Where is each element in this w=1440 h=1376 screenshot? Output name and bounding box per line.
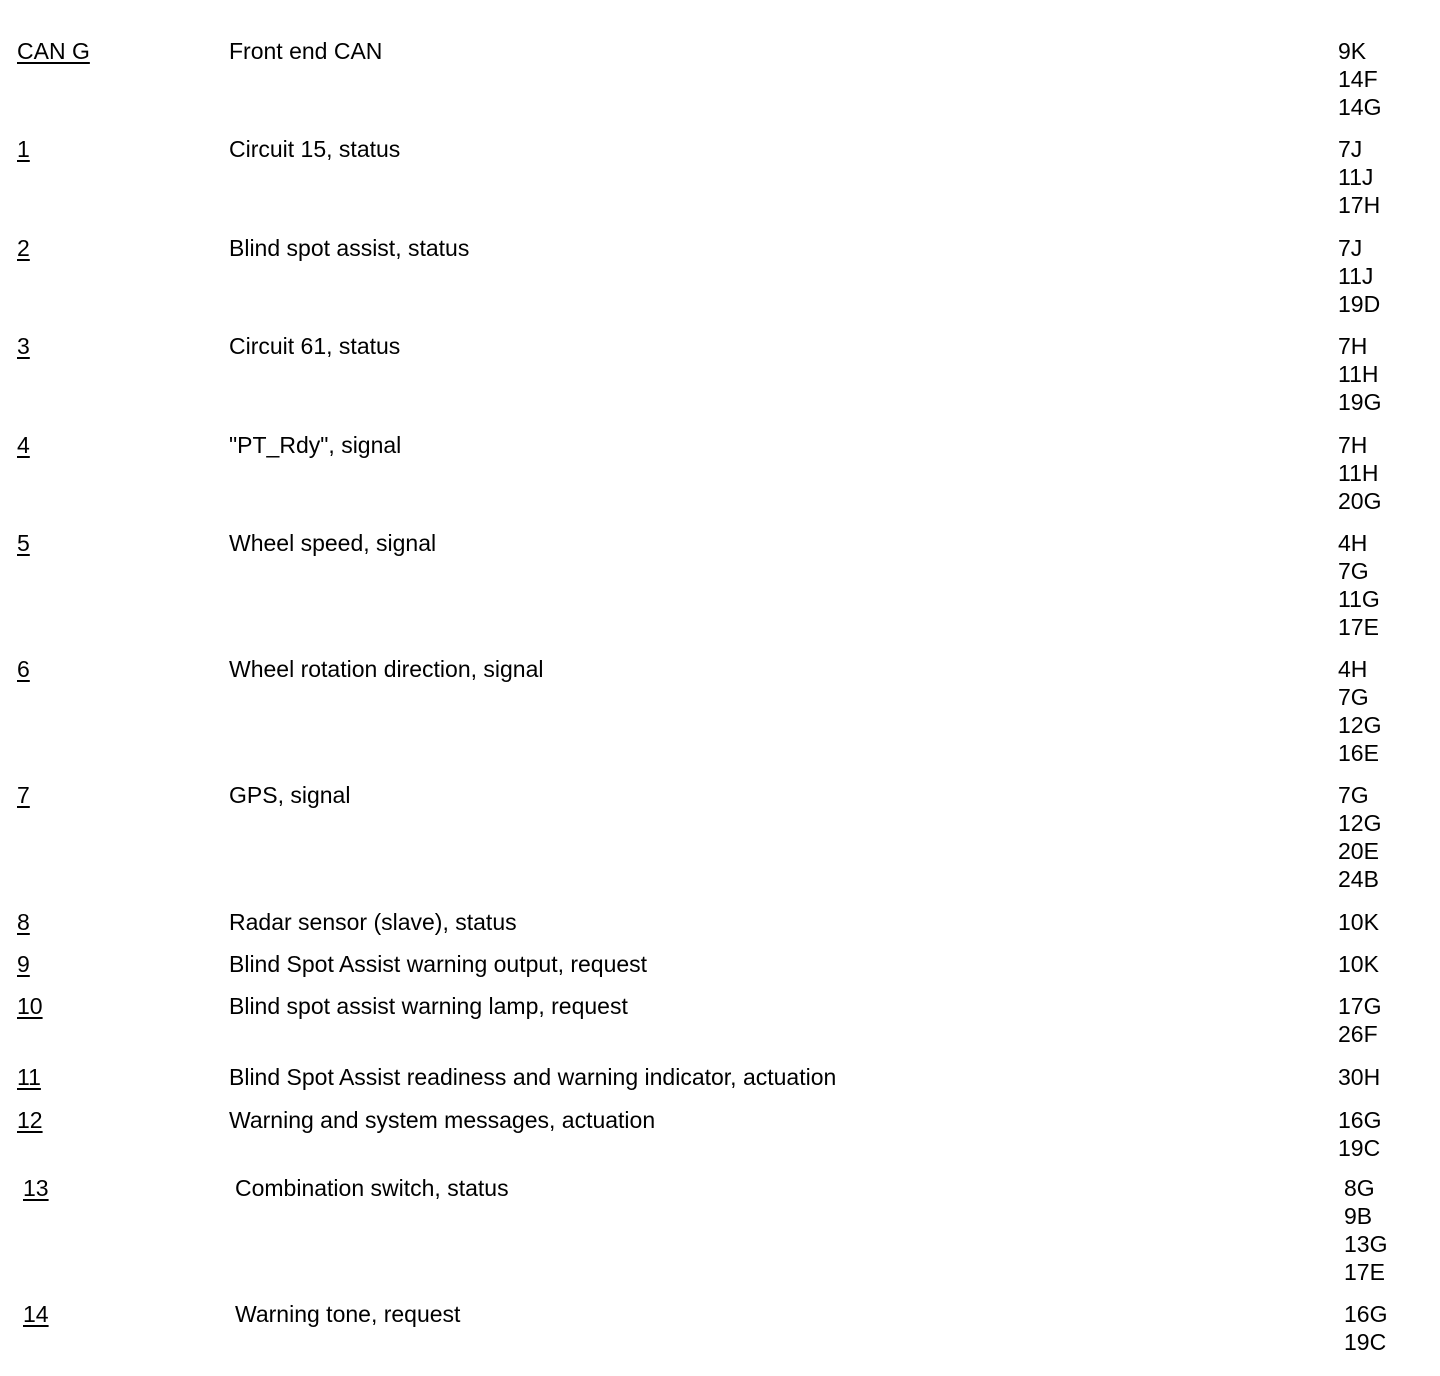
grid-reference: 8G bbox=[1344, 1175, 1375, 1201]
legend-key[interactable]: 2 bbox=[17, 235, 30, 261]
grid-reference: 10K bbox=[1338, 909, 1379, 935]
legend-key[interactable]: 3 bbox=[17, 333, 30, 359]
grid-reference: 30H bbox=[1338, 1064, 1381, 1090]
grid-reference: 12G bbox=[1338, 810, 1382, 836]
grid-reference: 9B bbox=[1344, 1203, 1373, 1229]
grid-reference: 14F bbox=[1338, 66, 1378, 92]
grid-reference-list bbox=[1338, 992, 1381, 1048]
legend-key[interactable]: 10 bbox=[17, 993, 43, 1019]
grid-reference-list bbox=[1338, 1063, 1380, 1091]
grid-reference: 4H bbox=[1338, 530, 1368, 556]
grid-reference: 4H bbox=[1338, 656, 1368, 682]
grid-reference-list bbox=[1338, 431, 1381, 515]
grid-reference: 13G bbox=[1344, 1231, 1388, 1257]
grid-reference: 19G bbox=[1338, 389, 1382, 415]
legend-key[interactable]: 7 bbox=[17, 782, 30, 808]
grid-reference: 19C bbox=[1344, 1329, 1387, 1355]
grid-reference: 17E bbox=[1344, 1259, 1385, 1285]
grid-reference: 10K bbox=[1338, 951, 1379, 977]
grid-reference-list bbox=[1338, 950, 1379, 978]
grid-reference: 16G bbox=[1344, 1301, 1388, 1327]
grid-reference: 7J bbox=[1338, 235, 1363, 261]
grid-reference: 7H bbox=[1338, 333, 1368, 359]
grid-reference-list bbox=[1344, 1300, 1387, 1356]
grid-reference: 9K bbox=[1338, 38, 1367, 64]
legend-description: Combination switch, status bbox=[235, 1175, 509, 1201]
legend-description: Radar sensor (slave), status bbox=[229, 909, 517, 935]
grid-reference: 7J bbox=[1338, 136, 1363, 162]
legend-description: Circuit 61, status bbox=[229, 333, 401, 359]
grid-reference: 7G bbox=[1338, 684, 1369, 710]
legend-description: Blind spot assist warning lamp, request bbox=[229, 993, 628, 1019]
grid-reference-list bbox=[1338, 529, 1380, 641]
legend-key[interactable]: 6 bbox=[17, 656, 30, 682]
legend-key[interactable]: 14 bbox=[23, 1301, 49, 1327]
legend-description: Warning tone, request bbox=[235, 1301, 461, 1327]
grid-reference: 7H bbox=[1338, 432, 1368, 458]
legend-description: Wheel rotation direction, signal bbox=[229, 656, 544, 682]
legend-description: "PT_Rdy", signal bbox=[229, 432, 402, 458]
grid-reference-list bbox=[1338, 37, 1381, 121]
grid-reference-list bbox=[1338, 234, 1380, 318]
legend-key[interactable]: 11 bbox=[17, 1064, 41, 1090]
grid-reference: 17E bbox=[1338, 614, 1379, 640]
grid-reference: 26F bbox=[1338, 1021, 1378, 1047]
legend-description: Blind spot assist, status bbox=[229, 235, 470, 261]
legend-key[interactable]: 13 bbox=[23, 1175, 49, 1201]
grid-reference-list bbox=[1338, 1106, 1381, 1162]
grid-reference: 11J bbox=[1338, 263, 1374, 289]
grid-reference: 7G bbox=[1338, 558, 1369, 584]
legend-key[interactable]: 8 bbox=[17, 909, 30, 935]
grid-reference-list bbox=[1338, 781, 1381, 893]
grid-reference: 7G bbox=[1338, 782, 1369, 808]
grid-reference: 20G bbox=[1338, 488, 1382, 514]
legend-key[interactable]: 4 bbox=[17, 432, 30, 458]
grid-reference: 11H bbox=[1338, 460, 1379, 486]
legend-description: Warning and system messages, actuation bbox=[229, 1107, 656, 1133]
legend-key[interactable]: 5 bbox=[17, 530, 30, 556]
grid-reference-list bbox=[1338, 332, 1381, 416]
grid-reference: 11H bbox=[1338, 361, 1379, 387]
legend-description: Blind Spot Assist readiness and warning indicator, actuation bbox=[229, 1064, 837, 1090]
grid-reference-list bbox=[1338, 655, 1381, 767]
legend-key[interactable]: 9 bbox=[17, 951, 30, 977]
legend-description: Front end CAN bbox=[229, 38, 383, 64]
legend-key[interactable]: 12 bbox=[17, 1107, 43, 1133]
grid-reference-list bbox=[1338, 135, 1380, 219]
legend-description: Blind Spot Assist warning output, request bbox=[229, 951, 648, 977]
grid-reference: 11J bbox=[1338, 164, 1374, 190]
grid-reference: 19D bbox=[1338, 291, 1381, 317]
grid-reference: 17G bbox=[1338, 993, 1382, 1019]
legend-description: Wheel speed, signal bbox=[229, 530, 437, 556]
grid-reference: 17H bbox=[1338, 192, 1381, 218]
grid-reference: 11G bbox=[1338, 586, 1380, 612]
grid-reference: 24B bbox=[1338, 866, 1379, 892]
grid-reference: 14G bbox=[1338, 94, 1382, 120]
grid-reference: 19C bbox=[1338, 1135, 1381, 1161]
grid-reference-list bbox=[1338, 908, 1379, 936]
grid-reference: 12G bbox=[1338, 712, 1382, 738]
grid-reference: 16E bbox=[1338, 740, 1379, 766]
grid-reference-list bbox=[1344, 1174, 1387, 1286]
legend-description: GPS, signal bbox=[229, 782, 351, 808]
grid-reference: 16G bbox=[1338, 1107, 1382, 1133]
legend-description: Circuit 15, status bbox=[229, 136, 401, 162]
legend-key[interactable]: CAN G bbox=[17, 38, 90, 64]
legend-key[interactable]: 1 bbox=[17, 136, 30, 162]
grid-reference: 20E bbox=[1338, 838, 1379, 864]
